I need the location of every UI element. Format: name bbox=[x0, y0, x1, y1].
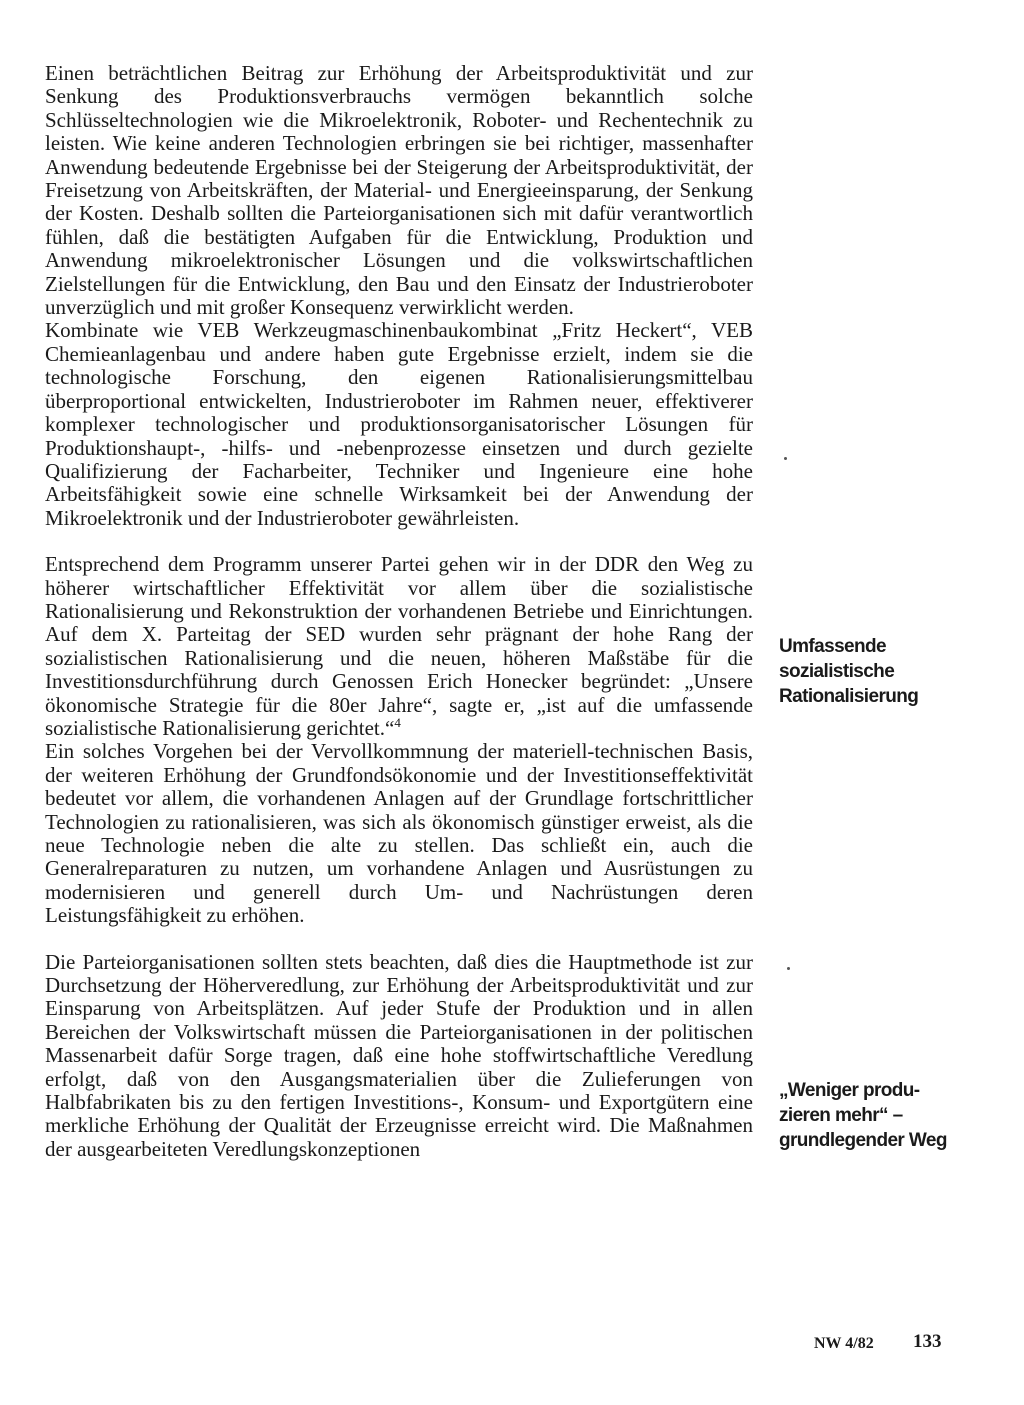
page-number: 133 bbox=[913, 1331, 942, 1352]
paragraph-rationalisierung-text: Entsprechend dem Programm unserer Partei gehen wir in der DDR den Weg zu höherer wirtschaftlicher Effektivität vor allem über die sozialistische Rationalisierung und Rekonstruktion der vorhandenen Betriebe und Einrichtungen. Auf dem X. Parteitag der SED wurden sehr prägnant der hohe Rang der sozialistischen Rationalisierung und die neuen, höheren Maßstäbe für die Investitionsdurchführung durch Genossen Erich Honecker begründet: „Unsere ökonomische Strategie für die 80er Jahre“, sagte er, „ist auf die umfassende sozialistische Rationalisierung gerichtet.“ bbox=[45, 552, 753, 740]
footnote-reference: 4 bbox=[394, 714, 401, 730]
paragraph-key-technologies: Einen beträchtlichen Beitrag zur Erhöhung der Arbeitsproduktivität und zur Senkung des Produktionsverbrauchs vermögen bekanntlich solche Schlüsseltechnologien wie die Mikroelektronik, Roboter- und Rechentechnik zu leisten. Wie keine anderen Technologien erbringen sie bei richtiger, massenhafter Anwendung bedeutende Ergebnisse bei der Steigerung der Arbeitsproduktivität, der Freisetzung von Arbeitskräften, der Material- und Energieeinsparung, der Senkung der Kosten. Deshalb sollten die Parteiorganisationen sich mit dafür verantwortlich fühlen, daß die bestätigten Aufgaben für die Entwicklung, Produktion und Anwendung mikroelektronischer Lösungen und die volkswirtschaftlichen Zielstellungen für die Entwicklung, den Bau und den Einsatz der Industrieroboter unverzüglich und mit großer Konsequenz verwirklicht werden. bbox=[45, 61, 753, 320]
paragraph-grundfonds: Ein solches Vorgehen bei der Vervollkommnung der materiell-technischen Basis, der weiteren Erhöhung der Grundfondsökonomie und der Investitionseffektivität bedeutet vor allem, die vorhandenen Anlagen auf der Grundlage fortschrittlicher Technologien zu rationalisieren, was sich als ökonomisch günstiger erweist, als die neue Technologie neben die alte zu stellen. Das schließt ein, auch die Generalreparaturen zu nutzen, um vorhandene Anlagen und Ausrüstungen zu modernisieren und generell durch Um- und Nachrüstungen deren Leistungsfähigkeit zu erhöhen. bbox=[45, 739, 753, 928]
sidenote-rationalisierung: Umfassende sozialistische Rationalisierung bbox=[779, 636, 919, 707]
issue-reference: NW 4/82 bbox=[814, 1335, 874, 1352]
sidenote-weniger-produzieren: „Weniger produ- zieren mehr“ – grundlegender Weg bbox=[779, 1080, 947, 1151]
print-speck bbox=[787, 967, 790, 970]
paragraph-kombinate: Kombinate wie VEB Werkzeugmaschinenbaukombinat „Fritz Heckert“, VEB Chemieanlagenbau und andere haben gute Ergebnisse erzielt, indem sie die technologische Forschung, den eigenen Rationalisierungsmittelbau überproportional entwickelten, Industrieroboter im Rahmen neuer, effektiverer komplexer technologischer und produktionsorganisatorischer Lösungen für Produktionshaupt-, -hilfs- und -nebenprozesse einsetzen und durch gezielte Qualifizierung der Facharbeiter, Techniker und Ingenieure eine hohe Arbeitsfähigkeit sowie eine schnelle Wirksamkeit bei der Anwendung der Mikroelektronik und der Industrieroboter gewährleisten. bbox=[45, 318, 753, 530]
paragraph-rationalisierung bbox=[45, 553, 753, 740]
print-speck bbox=[784, 457, 787, 460]
main-text-column bbox=[45, 62, 753, 1161]
paragraph-hauptmethode: Die Parteiorganisationen sollten stets beachten, daß dies die Hauptmethode ist zur Durchsetzung der Höherveredlung, zur Erhöhung der Arbeitsproduktivität und zur Einsparung von Arbeitsplätzen. Auf jeder Stufe der Produktion und in allen Bereichen der Volkswirtschaft müssen die Parteiorganisationen in der politischen Massenarbeit dafür Sorge tragen, daß eine hohe stoffwirtschaftliche Veredlung erfolgt, daß von den Ausgangsmaterialien über die Zulieferungen von Halbfabrikaten bis zu den fertigen Investitions-, Konsum- und Exportgütern eine merkliche Erhöhung der Qualität der Erzeugnisse erreicht wird. Die Maßnahmen der ausgearbeiteten Veredlungskonzeptionen bbox=[45, 949, 753, 1161]
